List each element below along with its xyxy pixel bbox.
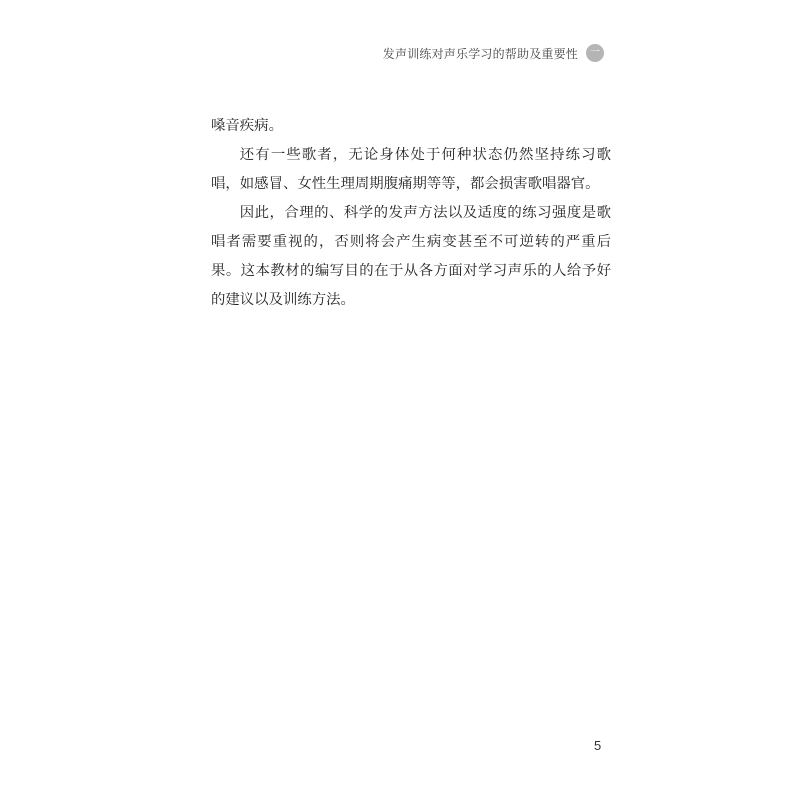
chapter-marker: 一 bbox=[590, 47, 600, 58]
running-header bbox=[383, 44, 604, 62]
chapter-badge bbox=[586, 44, 604, 62]
running-title: 发声训练对声乐学习的帮助及重要性 bbox=[382, 46, 578, 61]
paragraph: 还有一些歌者，无论身体处于何种状态仍然坚持练习歌唱，如感冒、女性生理周期腹痛期等等，都会损害歌唱器官。 bbox=[211, 147, 611, 192]
paragraph-continuation: 嗓音疾病。 bbox=[211, 118, 283, 134]
paragraph: 因此，合理的、科学的发声方法以及适度的练习强度是歌唱者需要重视的，否则将会产生病变甚至不可逆转的严重后果。这本教材的编写目的在于从各方面对学习声乐的人给予好的建议以及训练方法。 bbox=[211, 205, 611, 308]
body-text bbox=[211, 112, 611, 315]
page-number: 5 bbox=[594, 738, 602, 753]
